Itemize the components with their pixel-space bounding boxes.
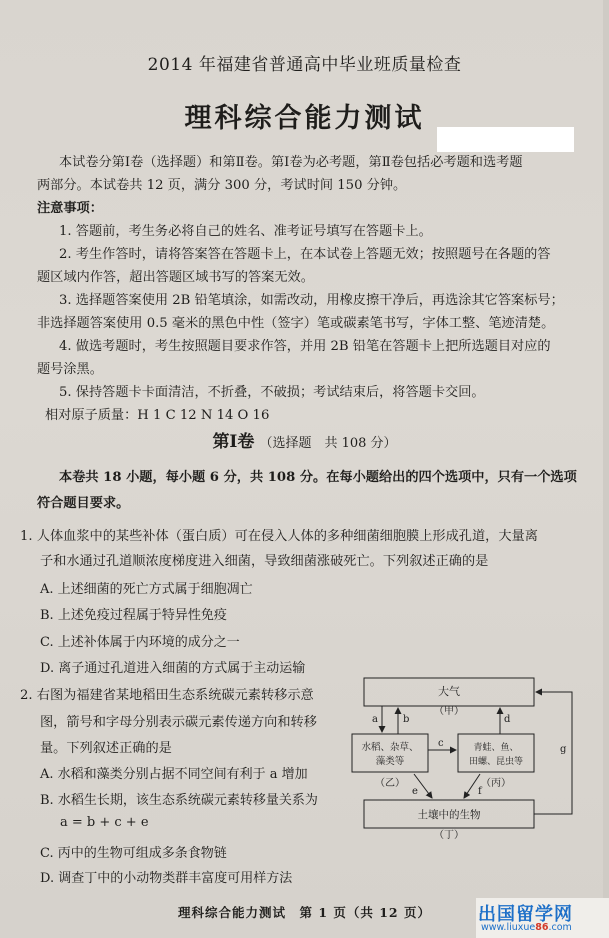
section-instruction-2: 符合题目要求。 <box>37 496 130 511</box>
notes-heading: 注意事项： <box>37 201 103 216</box>
note-line: 4. 做选考题时，考生按照题目要求作答，并用 2B 铅笔在答题卡上把所选题目对应的 <box>59 339 551 354</box>
note-line: 3. 选择题答案使用 2B 铅笔填涂，如需改动，用橡皮擦干净后，再选涂其它答案标号； <box>59 293 564 308</box>
arrow-label-f: f <box>478 786 482 797</box>
q2-stem-3: 量。下列叙述正确的是 <box>40 741 172 756</box>
atomic-mass-line: 相对原子质量：H 1 C 12 N 14 O 16 <box>45 408 270 423</box>
q2-stem-1: 2. 右图为福建省某地稻田生态系统碳元素转移示意 <box>20 688 314 703</box>
q2-stem-2: 图，箭号和字母分别表示碳元素传递方向和转移 <box>40 715 317 730</box>
q1-stem-2: 子和水通过孔道顺浓度梯度进入细菌，导致细菌涨破死亡。下列叙述正确的是 <box>40 554 489 569</box>
air-label: 大气 <box>438 685 460 698</box>
jia-label: （甲） <box>434 706 464 717</box>
q2-option-c: C. 丙中的生物可组成多条食物链 <box>40 846 227 861</box>
q1-option-b: B. 上述免疫过程属于特异性免疫 <box>40 608 227 623</box>
redaction-box <box>437 127 574 152</box>
subject-title: 理科综合能力测试 <box>184 103 425 134</box>
q1-option-a: A. 上述细菌的死亡方式属于细胞凋亡 <box>40 582 253 597</box>
watermark-url-pre: www.liuxue <box>481 922 536 933</box>
carbon-cycle-diagram <box>340 670 580 840</box>
bing-text-2: 田螺、昆虫等 <box>468 757 524 767</box>
arrow-label-a: a <box>372 714 378 725</box>
arrow-label-c: c <box>438 738 444 749</box>
watermark-url <box>481 922 572 933</box>
note-line: 题号涂黑。 <box>37 362 103 377</box>
section-title: 第Ⅰ卷 <box>212 432 255 452</box>
note-line: 1. 答题前，考生务必将自己的姓名、准考证号填写在答题卡上。 <box>59 224 432 239</box>
arrow-label-g: g <box>560 744 567 755</box>
note-line: 非选择题答案使用 0.5 毫米的黑色中性（签字）笔或碳素笔书写，字体工整、笔迹清楚。 <box>37 316 555 331</box>
yi-text-1: 水稻、杂草、 <box>361 742 419 753</box>
yi-label: （乙） <box>375 778 405 789</box>
q1-option-c: C. 上述补体属于内环境的成分之一 <box>40 635 240 650</box>
intro-line-2: 两部分。本试卷共 12 页，满分 300 分，考试时间 150 分钟。 <box>37 178 407 193</box>
bing-label: （丙） <box>481 778 511 789</box>
q2-option-b: B. 水稻生长期，该生态系统碳元素转移量关系为 <box>40 793 318 808</box>
page-edge <box>603 0 609 938</box>
q1-stem-1: 1. 人体血浆中的某些补体（蛋白质）可在侵入人体的多种细菌细胞膜上形成孔道，大量离 <box>20 529 538 544</box>
arrow-label-e: e <box>412 786 418 797</box>
watermark-cn: 出国留学网 <box>478 904 573 925</box>
watermark-url-num: 86 <box>535 922 549 933</box>
section-instruction-1: 本卷共 18 小题，每小题 6 分，共 108 分。在每小题给出的四个选项中，只有一个选项 <box>59 470 577 485</box>
arrow-label-b: b <box>403 714 410 725</box>
q2-option-b-formula: a = b + c + e <box>60 815 149 830</box>
ding-label: （丁） <box>434 830 464 840</box>
section-subtitle: （选择题 共 108 分） <box>259 436 397 451</box>
q2-option-d: D. 调查丁中的小动物类群丰富度可用样方法 <box>40 871 293 886</box>
note-line: 题区域内作答，超出答题区域书写的答案无效。 <box>37 270 314 285</box>
yi-text-2: 藻类等 <box>375 756 405 767</box>
note-line: 2. 考生作答时，请将答案答在答题卡上，在本试卷上答题无效；按照题号在各题的答 <box>59 247 551 262</box>
exam-title: 2014 年福建省普通高中毕业班质量检查 <box>147 55 462 75</box>
q2-option-a: A. 水稻和藻类分别占据不同空间有利于 a 增加 <box>40 767 308 782</box>
page-footer: 理科综合能力测试 第 1 页（共 12 页） <box>177 905 431 920</box>
note-line: 5. 保持答题卡卡面清洁，不折叠，不破损；考试结束后，将答题卡交回。 <box>59 385 485 400</box>
watermark-url-post: .com <box>548 922 572 933</box>
intro-line-1: 本试卷分第Ⅰ卷（选择题）和第Ⅱ卷。第Ⅰ卷为必考题，第Ⅱ卷包括必考题和选考题 <box>59 155 523 170</box>
section-heading <box>0 427 609 452</box>
q1-option-d: D. 离子通过孔道进入细菌的方式属于主动运输 <box>40 661 306 676</box>
arrow-label-d: d <box>504 714 511 725</box>
bing-text-1: 青蛙、鱼、 <box>473 743 519 753</box>
soil-label: 土壤中的生物 <box>417 809 481 821</box>
